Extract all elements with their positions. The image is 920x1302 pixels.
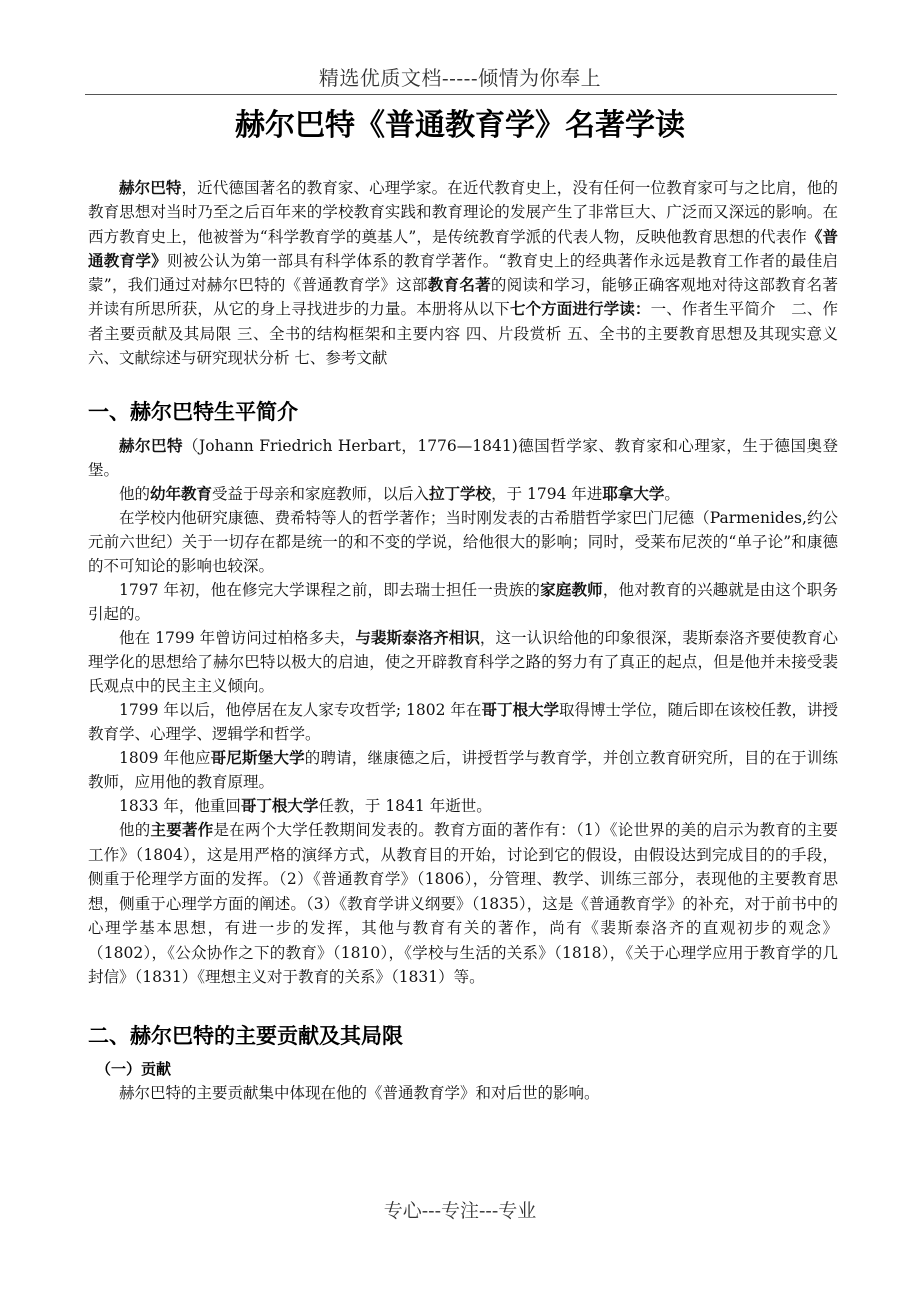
bold-term: 幼年教育 <box>150 484 213 504</box>
document-body <box>88 176 838 1105</box>
text-run: 是在两个大学任教期间发表的。教育方面的著作有：（1）《论世界的美的启示为教育的主要工作》（1804），这是用严格的演绎方式，从教育目的开始，讨论到它的假设，由假设达到完成目的的手段，侧重于伦理学方面的发挥。（2）《普通教育学》（1806），分管理、教学、训练三部分，表现他的主要教育思想，侧重于心理学方面的阐述。（3）《教育学讲义纲要》（1835），这是《普通教育学》的补充，对于前书中的心理学基本思想，有进一步的发挥，其他与教育有关的著作，尚有《裴斯泰洛齐的直观初步的观念》（1802），《公众协作之下的教育》（1810），《学校与生活的关系》（1818），《关于心理学应用于教育学的几封信》（1831）《理想主义对于教育的关系》（1831）等。 <box>88 821 838 987</box>
text-run: 受益于母亲和家庭教师，以后入 <box>212 485 430 504</box>
text-run: ，近代德国著名的教育家、心理学家。在近代教育史上，没有任何一位教育家可与之比肩，他的教育思想对当时乃至之后百年来的学校教育实践和教育理论的发展产生了非常巨大、广泛而又深远的影响。在西方教育史上，他被誉为“科学教育学的奠基人”，是传统教育学派的代表人物，反映他教育思想的代表作 <box>88 179 838 246</box>
works-paragraph <box>88 818 838 990</box>
text-run: ，这一认识给他的印象很深，裴斯泰洛齐要使教育心理学化的思想给了赫尔巴特以极大的启迪，使之开辟教育科学之路的努力有了真正的起点，但是他并未接受裴氏观点中的民主主义倾向。 <box>88 629 838 696</box>
text-run: 一、作者生平简介 二、作者主要贡献及其局限 三、全书的结构框架和主要内容 四、片段赏析 五、全书的主要教育思想及其现实意义 六、文献综述与研究现状分析 七、参考文献 <box>88 300 838 368</box>
text-run: 的阅读和学习，能够正确客观地对待这部教育名著并读有所思所获，从它的身上寻找进步的力量。本册将从以下 <box>88 276 838 319</box>
text-run: 1809 年他应 <box>119 749 211 768</box>
header-divider <box>85 94 837 95</box>
page-footer: 专心---专注---专业 <box>383 1200 537 1222</box>
text-run: 。 <box>664 485 680 504</box>
text-run: ，他对教育的兴趣就是由这个职务引起的。 <box>88 581 838 624</box>
text-run: 取得博士学位，随后即在该校任教，讲授教育学、心理学、逻辑学和哲学。 <box>88 701 838 744</box>
bold-term: 《普通教育学》 <box>88 226 838 270</box>
intro-paragraph <box>88 176 838 370</box>
text-run: 他的 <box>119 485 151 504</box>
bold-term: 家庭教师 <box>540 580 603 600</box>
paragraph <box>88 626 838 698</box>
text-run: 1799 年以后，他停居在友人家专攻哲学; 1802 年在 <box>119 701 482 720</box>
subsection-heading: （一）贡献 <box>96 1059 172 1078</box>
text-run: ，于 1794 年进 <box>491 485 603 504</box>
paragraph <box>88 578 838 626</box>
section-heading: 二、赫尔巴特的主要贡献及其局限 <box>88 1023 403 1048</box>
text-run: 1797 年初，他在修完大学课程之前，即去瑞士担任一贵族的 <box>119 581 541 600</box>
paragraph <box>88 482 838 506</box>
paragraph <box>88 434 838 482</box>
document-title: 赫尔巴特《普通教育学》名著学读 <box>235 108 685 143</box>
bold-term: 主要著作 <box>150 820 214 840</box>
bold-term: 耶拿大学 <box>602 484 665 504</box>
bold-term: 与裴斯泰洛齐相识 <box>355 628 480 648</box>
bold-term: 哥丁根大学 <box>481 700 559 720</box>
bold-term: 哥尼斯堡大学 <box>210 748 305 768</box>
text-run: 在学校内他研究康德、费希特等人的哲学著作；当时刚发表的古希腊哲学家巴门尼德（Parmenides,约公元前六世纪）关于一切存在都是统一的和不变的学说，给他很大的影响；同时，受莱布尼茨的“单子论”和康德的不可知论的影响也较深。 <box>88 509 838 576</box>
paragraph: 赫尔巴特的主要贡献集中体现在他的《普通教育学》和对后世的影响。 <box>119 1083 600 1102</box>
page-header: 精选优质文档-----倾情为你奉上 <box>318 66 602 90</box>
paragraph <box>88 698 838 746</box>
text-run: 1833 年，他重回 <box>119 797 241 816</box>
bold-term: 教育名著 <box>427 275 491 295</box>
text-run: 则被公认为第一部具有科学体系的教育学著作。“教育史上的经典著作永远是教育工作者的最佳启蒙”，我们通过对赫尔巴特的《普通教育学》这部 <box>88 251 838 295</box>
text-run: 他的 <box>119 821 151 840</box>
paragraph <box>88 746 838 794</box>
bold-term: 七个方面进行学读： <box>509 299 651 319</box>
bold-term: 拉丁学校 <box>429 484 492 504</box>
text-run: （Johann Friedrich Herbart，1776—1841)德国哲学家、教育家和心理家，生于德国奥登堡。 <box>88 437 838 480</box>
text-run: 任教，于 1841 年逝世。 <box>318 797 492 816</box>
text-run: 他在 1799 年曾访问过柏格多夫， <box>119 629 356 648</box>
bold-term: 赫尔巴特 <box>119 436 184 456</box>
paragraph <box>88 506 838 578</box>
text-run: 的聘请，继康德之后，讲授哲学与教育学，并创立教育研究所，目的在于训练教师，应用他的教育原理。 <box>88 749 838 792</box>
section-heading: 一、赫尔巴特生平简介 <box>88 400 298 425</box>
bold-term: 哥丁根大学 <box>240 796 319 816</box>
paragraph <box>88 794 838 818</box>
bold-term: 赫尔巴特 <box>119 178 182 197</box>
